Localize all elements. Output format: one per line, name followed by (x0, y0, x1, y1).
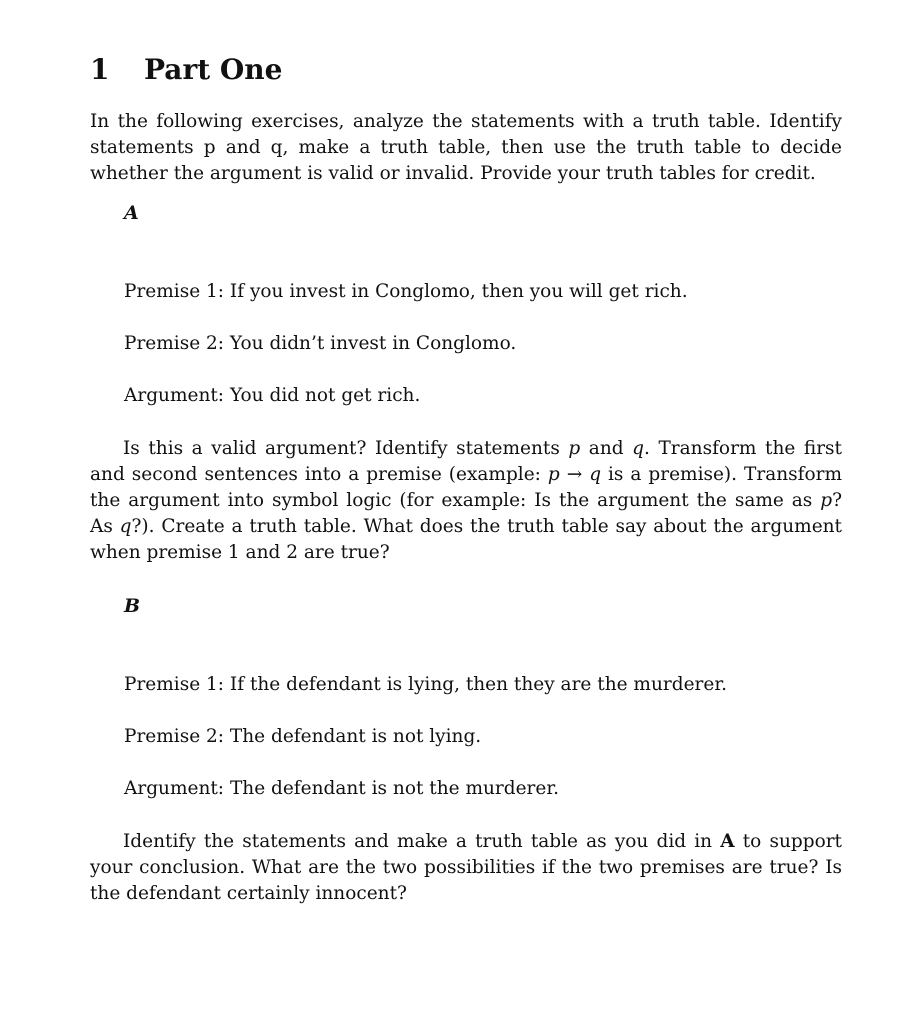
premise-2-text: The defendant is not lying. (229, 726, 482, 747)
math-variable-q: q (589, 464, 602, 485)
section-reference: A (720, 831, 735, 852)
argument-prefix: Argument: (124, 385, 225, 406)
section-a-argument (124, 383, 420, 409)
section-b-question (90, 829, 842, 907)
section-b-premise-2 (124, 724, 481, 750)
premise-2-text: You didn’t invest in Conglomo. (229, 333, 517, 354)
section-title: Part One (144, 53, 283, 86)
section-number: 1 (90, 53, 110, 86)
math-variable-p: p (547, 464, 560, 485)
intro-paragraph: In the following exercises, analyze the statements with a truth table. Identify statements p and q, make a truth table, then use the truth table to decide whether the argument is valid or invalid. Provide your truth tables for credit. (90, 111, 842, 184)
argument-text: The defendant is not the murderer. (229, 778, 560, 799)
premise-1-prefix: Premise 1: (124, 674, 225, 695)
math-variable-p: p (568, 438, 581, 459)
argument-prefix: Argument: (124, 778, 225, 799)
question-text: to support your conclusion. What are the two possibilities if the two premises are true? Is the defendant certainly innocent? (90, 831, 842, 904)
section-heading (90, 52, 282, 88)
section-b-argument (124, 776, 559, 802)
section-a-premise-1 (124, 279, 688, 305)
question-text: ? As (90, 490, 842, 537)
argument-text: You did not get rich. (229, 385, 421, 406)
premise-2-prefix: Premise 2: (124, 726, 225, 747)
question-text: and (580, 438, 633, 459)
section-a-question (90, 436, 842, 566)
math-variable-p: p (820, 490, 833, 511)
subsection-label-b: B (124, 595, 141, 617)
question-text: . Transform the first and second sentences into a premise (example: (90, 438, 842, 485)
premise-1-text: If you invest in Conglomo, then you will get rich. (229, 281, 688, 302)
subsection-label-a: A (124, 202, 139, 224)
question-text: ?). Create a truth table. What does the truth table say about the argument when premise 1 and 2 are true? (90, 516, 842, 563)
premise-1-prefix: Premise 1: (124, 281, 225, 302)
question-text: Is this a valid argument? Identify statements (123, 438, 569, 459)
section-b-premise-1 (124, 672, 727, 698)
math-variable-q: q (119, 516, 132, 537)
section-a-premise-2 (124, 331, 516, 357)
premise-2-prefix: Premise 2: (124, 333, 225, 354)
question-text: Identify the statements and make a truth table as you did in (123, 831, 721, 852)
question-text: is a premise). Transform the argument into symbol logic (for example: Is the argument the same as (90, 464, 843, 511)
premise-1-text: If the defendant is lying, then they are the murderer. (229, 674, 728, 695)
implication-arrow: → (559, 464, 590, 485)
math-variable-q: q (632, 438, 645, 459)
